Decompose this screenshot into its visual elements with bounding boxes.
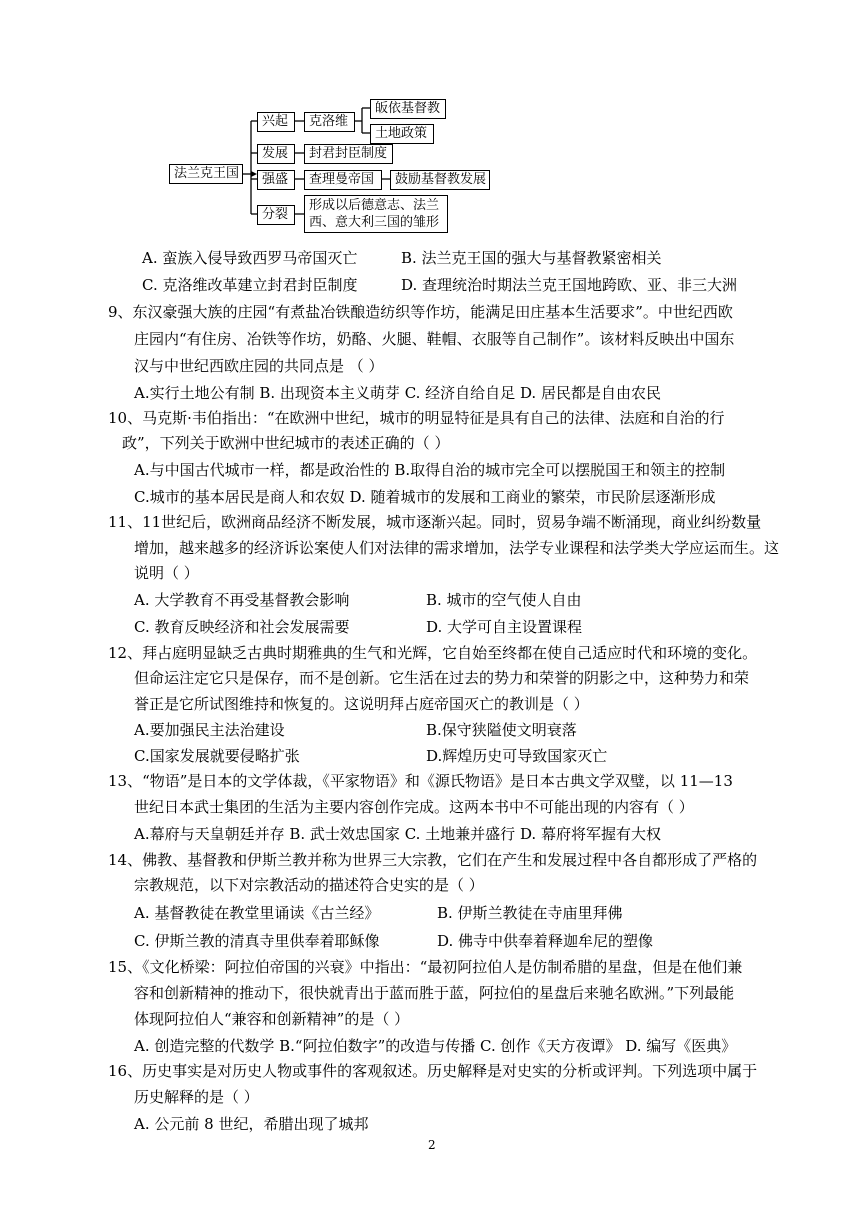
box-three-nations: 形成以后德意志、法兰西、意大利三国的雏形: [304, 195, 448, 233]
q14-line-2: 宗教规范，以下对宗教活动的描述符合史实的是（ ）: [134, 876, 484, 894]
q8-option-c: C. 克洛维改革建立封君封臣制度: [142, 276, 358, 294]
q16-line-2: 历史解释的是（ ）: [134, 1088, 259, 1106]
box-division: 分裂: [257, 205, 295, 225]
q13-line-1: 13、“物语”是日本的文学体裁，《平家物语》和《源氏物语》是日本古典文学双璧，以 11—13: [108, 772, 733, 790]
q14-line-1: 14、佛教、基督教和伊斯兰教并称为世界三大宗教，它们在产生和发展过程中各自都形成了严格的: [108, 851, 758, 869]
q10-options-ab: A.与中国古代城市一样，都是政治性的 B.取得自治的城市完全可以摆脱国王和领主的控制: [134, 461, 726, 479]
q15-line-3: 体现阿拉伯人“兼容和创新精神”的是（ ）: [134, 1010, 410, 1028]
q11-line-2: 增加，越来越多的经济诉讼案使人们对法律的需求增加，法学专业课程和法学类大学应运而生。这: [134, 539, 780, 557]
q12-option-c: C.国家发展就要侵略扩张: [134, 747, 300, 765]
q9-line-1: 9、东汉豪强大族的庄园“有煮盐冶铁酿造纺织等作坊，能满足田庄基本生活要求”。中世纪西欧: [108, 303, 733, 321]
q11-line-1: 11、11世纪后，欧洲商品经济不断发展，城市逐渐兴起。同时，贸易争端不断涌现，商业纠纷数量: [108, 513, 762, 531]
page-number: 2: [428, 1138, 436, 1152]
box-development: 发展: [257, 144, 295, 164]
q12-line-2: 但命运注定它只是保存，而不是创新。它生活在过去的势力和荣誉的阴影之中，这种势力和荣: [134, 669, 750, 687]
q14-option-c: C. 伊斯兰教的清真寺里供奉着耶稣像: [134, 932, 380, 950]
q15-line-1: 15、《文化桥梁：阿拉伯帝国的兴衰》中指出：“最初阿拉伯人是仿制希腊的星盘，但是在他们兼: [108, 958, 743, 976]
box-feudal-system: 封君封臣制度: [304, 144, 393, 164]
q12-option-d: D.辉煌历史可导致国家灭亡: [426, 747, 608, 765]
box-prosperity: 强盛: [257, 170, 295, 190]
q13-options: A.幕府与天皇朝廷并存 B. 武士效忠国家 C. 土地兼并盛行 D. 幕府将军握有大权: [134, 825, 661, 843]
q9-line-3: 汉与中世纪西欧庄园的共同点是 （ ）: [134, 357, 384, 375]
q16-line-1: 16、历史事实是对历史人物或事件的客观叙述。历史解释是对史实的分析或评判。下列选项中属于: [108, 1062, 758, 1080]
box-clovis: 克洛维: [304, 112, 355, 132]
frankish-kingdom-diagram: [0, 0, 868, 240]
box-encourage-christianity: 鼓励基督教发展: [390, 170, 490, 190]
q14-option-d: D. 佛寺中供奉着释迦牟尼的塑像: [437, 932, 654, 950]
q8-option-d: D. 查理统治时期法兰克王国地跨欧、亚、非三大洲: [401, 276, 738, 294]
q15-line-2: 容和创新精神的推动下，很快就青出于蓝而胜于蓝，阿拉伯的星盘后来驰名欧洲。”下列最能: [134, 984, 735, 1002]
q9-line-2: 庄园内“有住房、冶铁等作坊，奶酪、火腿、鞋帽、衣服等自己制作”。该材料反映出中国东: [134, 330, 735, 348]
q11-line-3: 说明（ ）: [134, 564, 199, 582]
q8-option-a: A. 蛮族入侵导致西罗马帝国灭亡: [142, 249, 358, 267]
box-rise: 兴起: [257, 112, 295, 132]
q11-option-d: D. 大学可自主设置课程: [426, 618, 583, 636]
box-land-policy: 土地政策: [370, 124, 434, 144]
q10-options-cd: C.城市的基本居民是商人和农奴 D. 随着城市的发展和工商业的繁荣，市民阶层逐渐形成: [134, 488, 716, 506]
q10-line-1: 10、马克斯·韦伯指出：“在欧洲中世纪，城市的明显特征是具有自己的法律、法庭和自治的行: [108, 409, 725, 427]
q12-line-1: 12、拜占庭明显缺乏古典时期雅典的生气和光辉，它自始至终都在使自己适应时代和环境的变化。: [108, 644, 758, 662]
q8-option-b: B. 法兰克王国的强大与基督教紧密相关: [401, 249, 662, 267]
q11-option-a: A. 大学教育不再受基督教会影响: [134, 591, 350, 609]
q14-option-b: B. 伊斯兰教徒在寺庙里拜佛: [437, 904, 623, 922]
q15-options: A. 创造完整的代数学 B.“阿拉伯数字”的改造与传播 C. 创作《天方夜谭》 D. 编写《医典》: [134, 1037, 737, 1055]
q14-option-a: A. 基督教徒在教堂里诵读《古兰经》: [134, 904, 380, 922]
q10-line-2: 政”，下列关于欧洲中世纪城市的表述正确的（ ）: [122, 434, 450, 452]
q16-option-a: A. 公元前 8 世纪，希腊出现了城邦: [134, 1115, 369, 1133]
q9-options: A.实行土地公有制 B. 出现资本主义萌芽 C. 经济自给自足 D. 居民都是自由农民: [134, 384, 661, 402]
q12-option-b: B.保守狭隘使文明衰落: [426, 721, 577, 739]
box-charlemagne-empire: 查理曼帝国: [304, 170, 382, 190]
q13-line-2: 世纪日本武士集团的生活为主要内容创作完成。这两本书中不可能出现的内容有（ ）: [134, 798, 694, 816]
q11-option-b: B. 城市的空气使人自由: [426, 591, 582, 609]
q12-line-3: 誉正是它所试图维持和恢复的。这说明拜占庭帝国灭亡的教训是（ ）: [134, 695, 589, 713]
q12-option-a: A.要加强民主法治建设: [134, 721, 285, 739]
q11-option-c: C. 教育反映经济和社会发展需要: [134, 618, 350, 636]
box-convert-christianity: 皈依基督教: [370, 99, 446, 119]
box-frankish-kingdom: 法兰克王国: [169, 164, 243, 184]
